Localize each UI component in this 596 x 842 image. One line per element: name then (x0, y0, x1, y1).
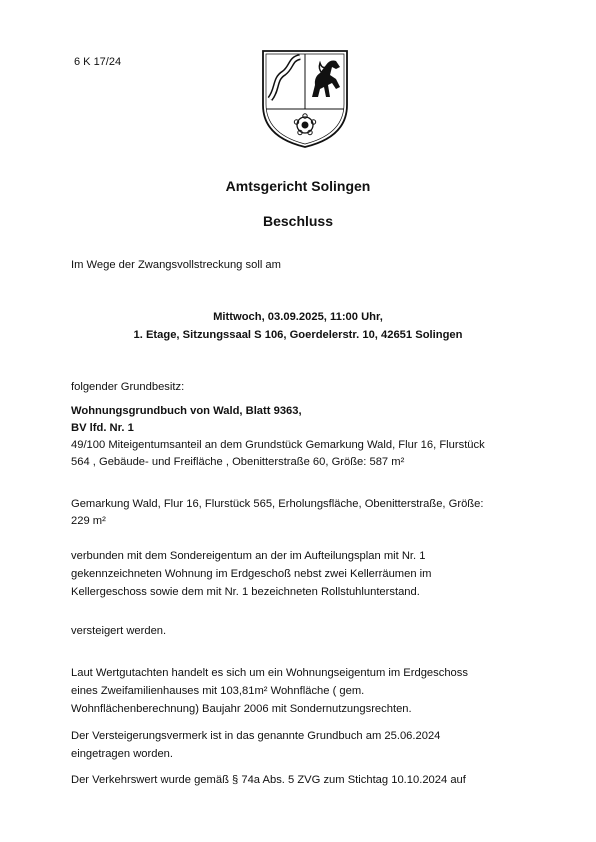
file-reference: 6 K 17/24 (74, 56, 122, 68)
court-name: Amtsgericht Solingen (225, 178, 371, 194)
register-note-line-2: eingetragen worden. (71, 748, 174, 760)
parcel-line-1: Gemarkung Wald, Flur 16, Flurstück 565, Erholungsfläche, Obenitterstraße, Größe: (71, 498, 484, 510)
special-ownership-line-1: verbunden mit dem Sondereigentum an der im Aufteilungsplan mit Nr. 1 (71, 550, 426, 562)
share-line-1: 49/100 Miteigentumsanteil an dem Grundstück Gemarkung Wald, Flur 16, Flurstück (71, 439, 485, 451)
auction-location: 1. Etage, Sitzungssaal S 106, Goerdelerstr. 10, 42651 Solingen (133, 329, 463, 341)
intro-text: Im Wege der Zwangsvollstreckung soll am (71, 259, 281, 271)
document-title: Beschluss (262, 213, 334, 229)
auction-date-time: Mittwoch, 03.09.2025, 11:00 Uhr, (213, 311, 383, 323)
auction-statement: versteigert werden. (71, 625, 167, 637)
parcel-line-2: 229 m² (71, 515, 106, 527)
land-register: Wohnungsgrundbuch von Wald, Blatt 9363, (71, 405, 302, 417)
register-note-line-1: Der Versteigerungsvermerk ist in das genannte Grundbuch am 25.06.2024 (71, 730, 441, 742)
appraisal-line-2: eines Zweifamilienhauses mit 103,81m² Wohnfläche ( gem. (71, 685, 365, 697)
nrw-coat-of-arms-icon (260, 47, 350, 150)
market-value-line: Der Verkehrswert wurde gemäß § 74a Abs. 5 ZVG zum Stichtag 10.10.2024 auf (71, 774, 466, 786)
special-ownership-line-3: Kellergeschoss sowie dem mit Nr. 1 bezeichneten Rollstuhlunterstand. (71, 586, 420, 598)
bv-number: BV lfd. Nr. 1 (71, 422, 134, 434)
special-ownership-line-2: gekennzeichneten Wohnung im Erdgeschoß nebst zwei Kellerräumen im (71, 568, 432, 580)
share-line-2: 564 , Gebäude- und Freifläche , Obenitterstraße 60, Größe: 587 m² (71, 456, 405, 468)
property-intro: folgender Grundbesitz: (71, 381, 185, 393)
appraisal-line-1: Laut Wertgutachten handelt es sich um ein Wohnungseigentum im Erdgeschoss (71, 667, 468, 679)
appraisal-line-3: Wohnflächenberechnung) Baujahr 2006 mit Sondernutzungsrechten. (71, 703, 412, 715)
